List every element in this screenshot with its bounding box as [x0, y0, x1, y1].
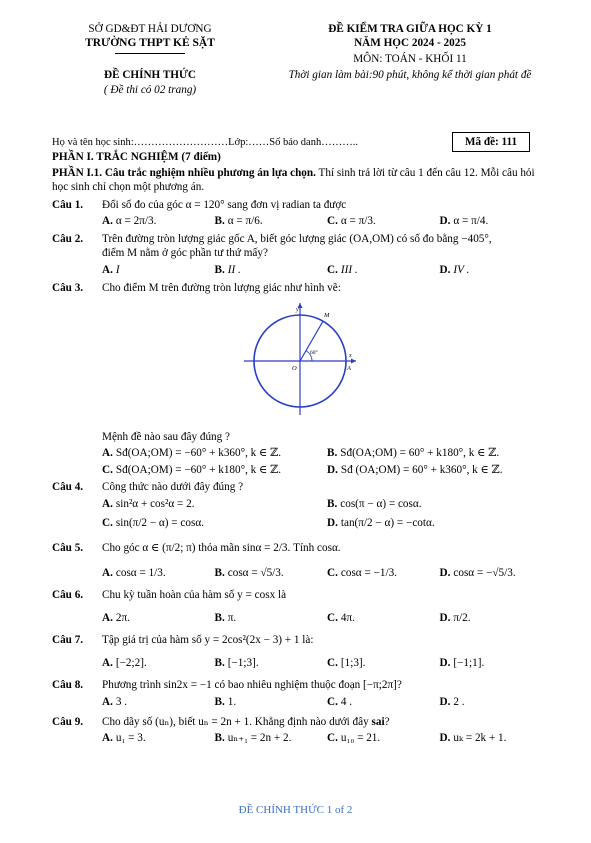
option-b[interactable]: B. π.	[214, 611, 237, 624]
option-b[interactable]: B. II .	[214, 263, 241, 276]
option-c[interactable]: C. III .	[327, 263, 358, 276]
y-label: y	[296, 307, 299, 314]
question-emphasis: sai	[371, 715, 385, 728]
question-text-cont: điểm M nằm ở góc phần tư thứ mấy?	[102, 247, 268, 260]
options-3a	[52, 446, 552, 461]
options-9	[52, 731, 552, 746]
question-text: Phương trình sin2x = −1 có bao nhiêu nghiệm thuộc đoạn [−π;2π]?	[102, 679, 402, 692]
question-text: Chu kỳ tuần hoàn của hàm số y = cosx là	[102, 589, 287, 602]
school-name: TRƯỜNG THPT KẺ SẶT	[85, 37, 215, 49]
question-text: Trên đường tròn lượng giác gốc A, biết góc lượng giác (OA,OM) có số đo bằng −405°,	[102, 232, 492, 245]
options-2	[52, 263, 552, 278]
option-c[interactable]: C. [1;3].	[327, 656, 366, 669]
question-9: Câu 9. Cho dãy số (uₙ), biết uₙ = 2n + 1. Khẳng định nào dưới đây sai?	[52, 715, 390, 728]
question-text: Cho dãy số (uₙ), biết uₙ = 2n + 1. Khẳng định nào dưới đây	[102, 715, 369, 728]
option-c[interactable]: C. sin(π/2 − α) = cosα.	[102, 517, 204, 530]
question-number: Câu 4.	[52, 481, 84, 494]
option-a[interactable]: A. Sđ(OA;OM) = −60° + k360°, k ∈ ℤ.	[102, 447, 282, 460]
options-1	[52, 214, 552, 229]
question-6	[52, 588, 552, 603]
options-4b	[52, 516, 552, 531]
options-4a	[52, 497, 552, 512]
option-a[interactable]: A. cosα = 1/3.	[102, 566, 166, 579]
question-number: Câu 8.	[52, 679, 84, 692]
question-5	[52, 541, 552, 556]
question-2	[52, 232, 552, 247]
option-a[interactable]: A. I	[102, 263, 120, 276]
option-d[interactable]: D. π/2.	[439, 611, 471, 624]
question-number: Câu 2.	[52, 232, 84, 245]
option-d[interactable]: D. IV .	[439, 263, 470, 276]
question-text: Cho góc α ∈ (π/2; π) thỏa mãn sinα = 2/3. Tính cosα.	[102, 542, 341, 554]
exam-header	[40, 16, 560, 104]
point-m-label: M	[324, 312, 330, 320]
subsection-instructions	[52, 166, 552, 195]
option-a[interactable]: A. sin²α + cos²α = 2.	[102, 497, 195, 510]
question-number: Câu 6.	[52, 589, 84, 602]
option-d[interactable]: D. α = π/4.	[439, 215, 489, 228]
question-4	[52, 480, 552, 495]
question-1	[52, 198, 552, 213]
question-text-cont: Mệnh đề nào sau đây đúng ?	[102, 430, 231, 443]
question-text: Công thức nào dưới đây đúng ?	[102, 481, 244, 494]
page-count-note: ( Đề thi có 02 trang)	[103, 84, 197, 96]
exam-content	[52, 150, 552, 746]
school-underline	[115, 53, 185, 54]
school-year: NĂM HỌC 2024 - 2025	[354, 37, 466, 49]
option-a[interactable]: A. α = 2π/3.	[102, 215, 157, 228]
question-number: Câu 3.	[52, 281, 84, 294]
question-number: Câu 9.	[52, 715, 84, 728]
option-a[interactable]: A. 2π.	[102, 611, 130, 624]
question-number: Câu 7.	[52, 634, 84, 647]
time-note: Thời gian làm bài:90 phút, không kể thời gian phát đề	[288, 69, 532, 81]
option-a[interactable]: A. [−2;2].	[102, 656, 147, 669]
unit-circle-figure	[240, 299, 360, 419]
option-d[interactable]: D. uₖ = 2k + 1.	[439, 732, 507, 745]
options-5	[52, 566, 552, 581]
options-3b	[52, 463, 552, 478]
page-footer: ĐỀ CHÍNH THỨC 1 of 2	[238, 803, 353, 816]
option-b[interactable]: B. α = π/6.	[214, 215, 263, 228]
question-number: Câu 1.	[52, 198, 84, 211]
question-number: Câu 5.	[52, 542, 84, 554]
option-d[interactable]: D. cosα = −√5/3.	[439, 566, 516, 579]
option-d[interactable]: D. Sđ (OA;OM) = 60° + k360°, k ∈ ℤ.	[327, 463, 503, 476]
option-d[interactable]: D. 2 .	[439, 695, 465, 708]
question-7	[52, 633, 552, 648]
option-b[interactable]: B. [−1;3].	[214, 656, 259, 669]
question-text: Cho điểm M trên đường tròn lượng giác như hình vẽ:	[102, 281, 341, 294]
options-7	[52, 656, 552, 671]
question-3	[52, 281, 552, 296]
option-c[interactable]: C. 4π.	[327, 611, 355, 624]
option-b[interactable]: B. cos(π − α) = cosα.	[327, 497, 422, 510]
question-text: Đổi số đo của góc α = 120° sang đơn vị radian ta được	[102, 198, 347, 211]
student-info: Họ và tên học sinh:………………………Lớp:……Số báo danh………..	[52, 137, 358, 148]
option-b[interactable]: B. Sđ(OA;OM) = 60° + k180°, k ∈ ℤ.	[327, 447, 500, 460]
option-b[interactable]: B. 1.	[214, 695, 237, 708]
angle-label: 60°	[310, 350, 318, 357]
option-a[interactable]: A. 3 .	[102, 695, 128, 708]
options-6	[52, 611, 552, 626]
option-c[interactable]: C. u₁₀ = 21.	[327, 732, 381, 745]
department-name: SỞ GD&ĐT HẢI DƯƠNG	[88, 23, 212, 35]
option-c[interactable]: C. cosα = −1/3.	[327, 566, 397, 579]
subsection-title: PHẦN I.1. Câu trắc nghiệm nhiều phương án lựa chọn.	[52, 166, 316, 179]
official-label: ĐỀ CHÍNH THỨC	[104, 69, 196, 81]
question-8	[52, 678, 552, 693]
option-c[interactable]: C. Sđ(OA;OM) = −60° + k180°, k ∈ ℤ.	[102, 463, 282, 476]
option-d[interactable]: D. tan(π/2 − α) = −cotα.	[327, 517, 435, 530]
x-label: x	[349, 353, 352, 360]
question-text: Tập giá trị của hàm số y = 2cos²(2x − 3) + 1 là:	[102, 634, 314, 647]
subsection-text: Thí sinh trả lời từ câu 1 đến câu 12. Mỗi câu hỏi học sinh chỉ chọn một phương án.	[52, 166, 535, 194]
x-arrow-icon	[351, 359, 356, 364]
subject: MÔN: TOÁN - KHỐI 11	[353, 53, 467, 65]
point-a-label: A	[347, 365, 351, 373]
section-title: PHẦN I. TRẮC NGHIỆM (7 điểm)	[52, 151, 221, 163]
option-b[interactable]: B. uₙ₊₁ = 2n + 2.	[214, 732, 292, 745]
origin-label: O	[292, 365, 297, 373]
option-d[interactable]: D. [−1;1].	[439, 656, 485, 669]
exam-title: ĐỀ KIỂM TRA GIỮA HỌC KỲ 1	[328, 23, 492, 35]
exam-code: Mã đề: 111	[452, 132, 530, 152]
option-a[interactable]: A. u₁ = 3.	[102, 732, 146, 745]
option-c[interactable]: C. α = π/3.	[327, 215, 376, 228]
options-8	[52, 695, 552, 710]
option-c[interactable]: C. 4 .	[327, 695, 353, 708]
option-b[interactable]: B. cosα = √5/3.	[214, 566, 284, 579]
